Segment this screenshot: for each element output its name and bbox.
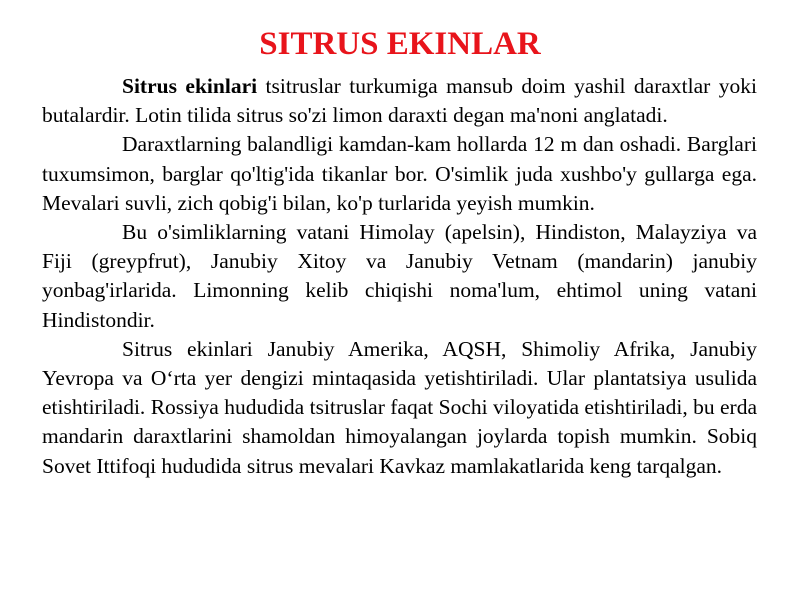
paragraph-lead-term: Sitrus ekinlari	[122, 74, 258, 98]
paragraph-intro	[42, 72, 757, 130]
slide-title: SITRUS EKINLAR	[259, 26, 541, 62]
paragraph-cultivation: Sitrus ekinlari Janubiy Amerika, AQSH, Shimoliy Afrika, Janubiy Yevropa va O‘rta yer dengizi mintaqasida yetishtiriladi. Ular plantatsiya usulida etishtiriladi. Rossiya hududida tsitruslar faqat Sochi viloyatida etishtiriladi, bu erda mandarin daraxtlarini shamoldan himoyalangan joylarda topish mumkin. Sobiq Sovet Ittifoqi hududida sitrus mevalari Kavkaz mamlakatlarida keng tarqalgan.	[42, 336, 757, 478]
paragraph-origin: Bu o'simliklarning vatani Himolay (apelsin), Hindiston, Malayziya va Fiji (greypfrut), Janubiy Xitoy va Janubiy Vetnam (mandarin) janubiy yonbag'irlarida. Limonning kelib chiqishi noma'lum, ehtimol uning vatani Hindistondir.	[42, 220, 757, 332]
body-text	[42, 72, 757, 481]
paragraph-text: tsitruslar turkumiga mansub doim yashil daraxtlar yoki butalardir. Lotin tilida sitrus so'zi limon daraxti degan ma'noni anglatadi.	[42, 74, 757, 128]
paragraph-description: Daraxtlarning balandligi kamdan-kam hollarda 12 m dan oshadi. Barglari tuxumsimon, barglar qo'ltig'ida tikanlar bor. O'simlik juda xushbo'y gullarga ega. Mevalari suvli, zich qobig'i bilan, ko'p turlarida yeyish mumkin.	[42, 132, 757, 215]
